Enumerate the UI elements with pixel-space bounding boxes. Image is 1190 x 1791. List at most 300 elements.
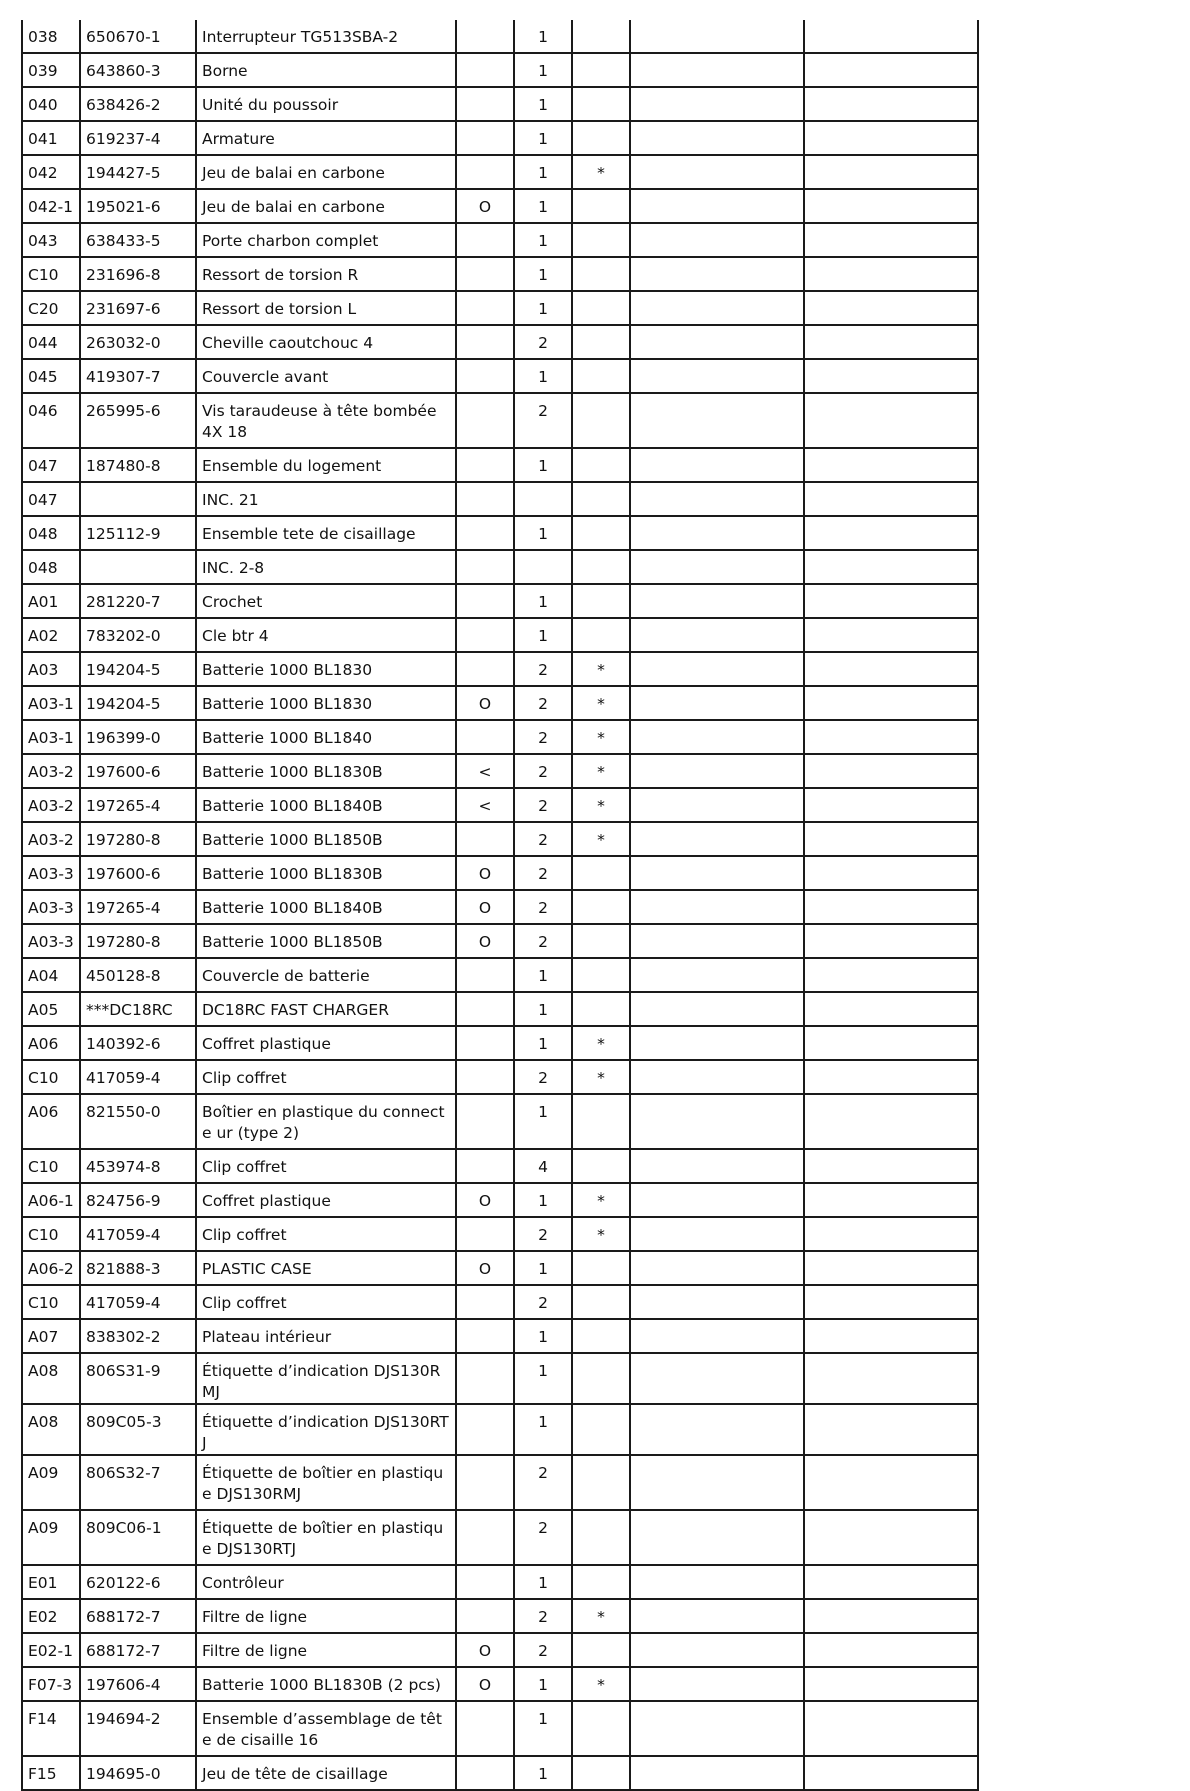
option-cell — [456, 1455, 514, 1510]
part-row — [22, 924, 978, 958]
mark-cell: * — [572, 686, 630, 720]
note-cell — [804, 482, 978, 516]
part-number-cell: 125112-9 — [80, 516, 196, 550]
quantity-cell: 2 — [514, 393, 572, 448]
option-cell — [456, 992, 514, 1026]
note-cell — [630, 1094, 804, 1149]
quantity-cell: 1 — [514, 1404, 572, 1455]
mark-cell: * — [572, 788, 630, 822]
description-cell: Jeu de balai en carbone — [196, 155, 456, 189]
part-number-cell: 620122-6 — [80, 1565, 196, 1599]
mark-cell — [572, 482, 630, 516]
part-row — [22, 1183, 978, 1217]
mark-cell — [572, 1319, 630, 1353]
option-cell: O — [456, 1633, 514, 1667]
quantity-cell: 4 — [514, 1149, 572, 1183]
item-number-cell: F14 — [22, 1701, 80, 1756]
mark-cell — [572, 87, 630, 121]
item-number-cell: E02-1 — [22, 1633, 80, 1667]
quantity-cell: 1 — [514, 87, 572, 121]
mark-cell — [572, 1251, 630, 1285]
note-cell — [630, 1217, 804, 1251]
item-number-cell: A04 — [22, 958, 80, 992]
part-row — [22, 325, 978, 359]
part-row — [22, 189, 978, 223]
part-row — [22, 890, 978, 924]
part-row — [22, 788, 978, 822]
part-row — [22, 550, 978, 584]
note-cell — [630, 1149, 804, 1183]
part-number-cell: 197280-8 — [80, 924, 196, 958]
option-cell — [456, 1060, 514, 1094]
mark-cell: * — [572, 1026, 630, 1060]
part-row — [22, 1026, 978, 1060]
note-cell — [630, 584, 804, 618]
note-cell — [630, 1633, 804, 1667]
description-cell: DC18RC FAST CHARGER — [196, 992, 456, 1026]
note-cell — [630, 1353, 804, 1404]
option-cell — [456, 1404, 514, 1455]
option-cell: < — [456, 788, 514, 822]
note-cell — [630, 393, 804, 448]
part-row — [22, 87, 978, 121]
quantity-cell: 2 — [514, 1455, 572, 1510]
item-number-cell: C10 — [22, 1285, 80, 1319]
option-cell: O — [456, 890, 514, 924]
description-cell: Étiquette de boîtier en plastique DJS130RMJ — [196, 1455, 456, 1510]
item-number-cell: 048 — [22, 516, 80, 550]
note-cell — [630, 1667, 804, 1701]
description-cell: Boîtier en plastique du connecte ur (type 2) — [196, 1094, 456, 1149]
description-cell: Crochet — [196, 584, 456, 618]
note-cell — [804, 257, 978, 291]
note-cell — [630, 1455, 804, 1510]
description-cell: Armature — [196, 121, 456, 155]
note-cell — [630, 1251, 804, 1285]
mark-cell — [572, 1285, 630, 1319]
note-cell — [630, 516, 804, 550]
option-cell — [456, 1285, 514, 1319]
quantity-cell: 1 — [514, 359, 572, 393]
part-number-cell: 450128-8 — [80, 958, 196, 992]
quantity-cell: 2 — [514, 652, 572, 686]
part-number-cell: 197280-8 — [80, 822, 196, 856]
quantity-cell: 1 — [514, 1251, 572, 1285]
quantity-cell: 2 — [514, 754, 572, 788]
part-row — [22, 1217, 978, 1251]
mark-cell — [572, 924, 630, 958]
parts-list-table — [21, 20, 979, 1791]
note-cell — [630, 20, 804, 53]
description-cell: Ensemble du logement — [196, 448, 456, 482]
item-number-cell: A09 — [22, 1510, 80, 1565]
part-number-cell: 194204-5 — [80, 652, 196, 686]
mark-cell: * — [572, 155, 630, 189]
mark-cell — [572, 584, 630, 618]
item-number-cell: E01 — [22, 1565, 80, 1599]
mark-cell: * — [572, 754, 630, 788]
note-cell — [804, 20, 978, 53]
part-number-cell: 281220-7 — [80, 584, 196, 618]
note-cell — [804, 359, 978, 393]
note-cell — [804, 924, 978, 958]
quantity-cell: 2 — [514, 1510, 572, 1565]
item-number-cell: A03-1 — [22, 686, 80, 720]
description-cell: Filtre de ligne — [196, 1633, 456, 1667]
note-cell — [630, 856, 804, 890]
item-number-cell: A03-3 — [22, 890, 80, 924]
note-cell — [804, 686, 978, 720]
item-number-cell: A03-3 — [22, 856, 80, 890]
mark-cell — [572, 121, 630, 155]
option-cell: O — [456, 1251, 514, 1285]
note-cell — [630, 1599, 804, 1633]
mark-cell — [572, 1701, 630, 1756]
part-row — [22, 1319, 978, 1353]
description-cell: Coffret plastique — [196, 1026, 456, 1060]
note-cell — [630, 992, 804, 1026]
quantity-cell: 2 — [514, 788, 572, 822]
note-cell — [630, 223, 804, 257]
mark-cell — [572, 890, 630, 924]
part-number-cell: 263032-0 — [80, 325, 196, 359]
part-number-cell: 194427-5 — [80, 155, 196, 189]
mark-cell — [572, 618, 630, 652]
item-number-cell: 038 — [22, 20, 80, 53]
quantity-cell: 2 — [514, 1217, 572, 1251]
option-cell — [456, 958, 514, 992]
item-number-cell: C20 — [22, 291, 80, 325]
option-cell: < — [456, 754, 514, 788]
note-cell — [630, 924, 804, 958]
item-number-cell: A05 — [22, 992, 80, 1026]
item-number-cell: A06-1 — [22, 1183, 80, 1217]
description-cell: Ensemble d’assemblage de tête de cisaille 16 — [196, 1701, 456, 1756]
description-cell: Ensemble tete de cisaillage — [196, 516, 456, 550]
note-cell — [804, 788, 978, 822]
item-number-cell: A03-2 — [22, 788, 80, 822]
note-cell — [630, 754, 804, 788]
note-cell — [630, 550, 804, 584]
part-number-cell: 197600-6 — [80, 754, 196, 788]
quantity-cell: 2 — [514, 890, 572, 924]
part-number-cell: 453974-8 — [80, 1149, 196, 1183]
part-number-cell: 140392-6 — [80, 1026, 196, 1060]
note-cell — [804, 1455, 978, 1510]
part-number-cell: 231697-6 — [80, 291, 196, 325]
part-number-cell: 806S32-7 — [80, 1455, 196, 1510]
mark-cell — [572, 53, 630, 87]
part-number-cell: 194695-0 — [80, 1756, 196, 1790]
note-cell — [630, 822, 804, 856]
part-row — [22, 516, 978, 550]
description-cell: Filtre de ligne — [196, 1599, 456, 1633]
note-cell — [630, 189, 804, 223]
note-cell — [630, 53, 804, 87]
part-number-cell: 688172-7 — [80, 1599, 196, 1633]
part-number-cell: 619237-4 — [80, 121, 196, 155]
note-cell — [804, 1353, 978, 1404]
description-cell: PLASTIC CASE — [196, 1251, 456, 1285]
quantity-cell: 1 — [514, 1026, 572, 1060]
note-cell — [630, 1756, 804, 1790]
quantity-cell: 2 — [514, 1060, 572, 1094]
part-number-cell: 417059-4 — [80, 1217, 196, 1251]
item-number-cell: A08 — [22, 1353, 80, 1404]
option-cell — [456, 1149, 514, 1183]
note-cell — [804, 121, 978, 155]
part-number-cell: 417059-4 — [80, 1285, 196, 1319]
part-row — [22, 652, 978, 686]
note-cell — [630, 958, 804, 992]
part-row — [22, 754, 978, 788]
option-cell — [456, 121, 514, 155]
description-cell: Couvercle avant — [196, 359, 456, 393]
mark-cell — [572, 1094, 630, 1149]
quantity-cell — [514, 482, 572, 516]
part-number-cell: 638426-2 — [80, 87, 196, 121]
option-cell — [456, 720, 514, 754]
quantity-cell: 1 — [514, 448, 572, 482]
option-cell — [456, 482, 514, 516]
part-row — [22, 1633, 978, 1667]
option-cell — [456, 1026, 514, 1060]
part-number-cell: 419307-7 — [80, 359, 196, 393]
note-cell — [804, 550, 978, 584]
note-cell — [630, 788, 804, 822]
item-number-cell: A03-3 — [22, 924, 80, 958]
parts-table-body — [22, 20, 978, 1790]
mark-cell — [572, 448, 630, 482]
part-number-cell: 197265-4 — [80, 890, 196, 924]
description-cell: Cle btr 4 — [196, 618, 456, 652]
note-cell — [804, 1599, 978, 1633]
quantity-cell: 2 — [514, 325, 572, 359]
note-cell — [804, 822, 978, 856]
item-number-cell: F07-3 — [22, 1667, 80, 1701]
option-cell — [456, 652, 514, 686]
note-cell — [804, 1667, 978, 1701]
note-cell — [630, 1183, 804, 1217]
part-row — [22, 121, 978, 155]
description-cell: Vis taraudeuse à tête bombée 4X 18 — [196, 393, 456, 448]
part-row — [22, 1565, 978, 1599]
item-number-cell: C10 — [22, 1217, 80, 1251]
note-cell — [804, 1183, 978, 1217]
description-cell: INC. 21 — [196, 482, 456, 516]
part-row — [22, 992, 978, 1026]
part-row — [22, 53, 978, 87]
description-cell: Batterie 1000 BL1840B — [196, 788, 456, 822]
quantity-cell: 2 — [514, 1633, 572, 1667]
item-number-cell: A03-2 — [22, 822, 80, 856]
option-cell — [456, 291, 514, 325]
note-cell — [804, 720, 978, 754]
quantity-cell: 1 — [514, 121, 572, 155]
part-number-cell — [80, 550, 196, 584]
quantity-cell: 2 — [514, 1285, 572, 1319]
part-row — [22, 1455, 978, 1510]
item-number-cell: C10 — [22, 1149, 80, 1183]
mark-cell: * — [572, 822, 630, 856]
note-cell — [630, 87, 804, 121]
option-cell — [456, 87, 514, 121]
mark-cell — [572, 20, 630, 53]
item-number-cell: 042 — [22, 155, 80, 189]
quantity-cell: 1 — [514, 189, 572, 223]
quantity-cell: 1 — [514, 958, 572, 992]
item-number-cell: 045 — [22, 359, 80, 393]
part-row — [22, 1285, 978, 1319]
mark-cell — [572, 1510, 630, 1565]
item-number-cell: A03 — [22, 652, 80, 686]
description-cell: Couvercle de batterie — [196, 958, 456, 992]
item-number-cell: 048 — [22, 550, 80, 584]
description-cell: Batterie 1000 BL1850B — [196, 924, 456, 958]
item-number-cell: 043 — [22, 223, 80, 257]
part-number-cell: 838302-2 — [80, 1319, 196, 1353]
note-cell — [804, 890, 978, 924]
note-cell — [630, 1510, 804, 1565]
description-cell: Borne — [196, 53, 456, 87]
note-cell — [804, 1510, 978, 1565]
part-row — [22, 1756, 978, 1790]
item-number-cell: 039 — [22, 53, 80, 87]
option-cell — [456, 550, 514, 584]
mark-cell: * — [572, 652, 630, 686]
option-cell — [456, 359, 514, 393]
note-cell — [630, 325, 804, 359]
part-row — [22, 448, 978, 482]
note-cell — [630, 686, 804, 720]
item-number-cell: 046 — [22, 393, 80, 448]
note-cell — [630, 1285, 804, 1319]
mark-cell — [572, 291, 630, 325]
item-number-cell: A06-2 — [22, 1251, 80, 1285]
part-row — [22, 1701, 978, 1756]
item-number-cell: 047 — [22, 448, 80, 482]
option-cell — [456, 516, 514, 550]
note-cell — [630, 291, 804, 325]
option-cell — [456, 1599, 514, 1633]
note-cell — [804, 652, 978, 686]
quantity-cell: 2 — [514, 1599, 572, 1633]
mark-cell — [572, 1149, 630, 1183]
part-row — [22, 482, 978, 516]
part-number-cell: 688172-7 — [80, 1633, 196, 1667]
note-cell — [630, 1026, 804, 1060]
mark-cell — [572, 393, 630, 448]
part-number-cell: 650670-1 — [80, 20, 196, 53]
mark-cell — [572, 550, 630, 584]
option-cell: O — [456, 924, 514, 958]
mark-cell — [572, 516, 630, 550]
quantity-cell: 1 — [514, 992, 572, 1026]
mark-cell — [572, 189, 630, 223]
mark-cell — [572, 992, 630, 1026]
description-cell: Batterie 1000 BL1830B (2 pcs) — [196, 1667, 456, 1701]
note-cell — [804, 1319, 978, 1353]
option-cell — [456, 822, 514, 856]
option-cell — [456, 1094, 514, 1149]
part-row — [22, 1599, 978, 1633]
note-cell — [804, 1701, 978, 1756]
note-cell — [804, 1251, 978, 1285]
note-cell — [804, 393, 978, 448]
description-cell: Batterie 1000 BL1830B — [196, 856, 456, 890]
quantity-cell: 1 — [514, 20, 572, 53]
option-cell — [456, 1565, 514, 1599]
item-number-cell: C10 — [22, 257, 80, 291]
note-cell — [630, 1404, 804, 1455]
option-cell: O — [456, 189, 514, 223]
item-number-cell: 041 — [22, 121, 80, 155]
note-cell — [630, 652, 804, 686]
description-cell: Jeu de tête de cisaillage — [196, 1756, 456, 1790]
option-cell — [456, 584, 514, 618]
mark-cell: * — [572, 1599, 630, 1633]
part-row — [22, 856, 978, 890]
description-cell: Interrupteur TG513SBA-2 — [196, 20, 456, 53]
item-number-cell: A03-1 — [22, 720, 80, 754]
mark-cell: * — [572, 1667, 630, 1701]
mark-cell — [572, 958, 630, 992]
part-number-cell: 265995-6 — [80, 393, 196, 448]
mark-cell — [572, 223, 630, 257]
note-cell — [804, 516, 978, 550]
note-cell — [804, 1404, 978, 1455]
quantity-cell: 1 — [514, 1094, 572, 1149]
item-number-cell: A02 — [22, 618, 80, 652]
description-cell: Coffret plastique — [196, 1183, 456, 1217]
note-cell — [804, 448, 978, 482]
note-cell — [804, 1060, 978, 1094]
part-number-cell: 783202-0 — [80, 618, 196, 652]
item-number-cell: A01 — [22, 584, 80, 618]
item-number-cell: F15 — [22, 1756, 80, 1790]
part-row — [22, 618, 978, 652]
part-number-cell: 809C05-3 — [80, 1404, 196, 1455]
part-row — [22, 584, 978, 618]
option-cell — [456, 618, 514, 652]
description-cell: Clip coffret — [196, 1285, 456, 1319]
note-cell — [804, 53, 978, 87]
part-row — [22, 1060, 978, 1094]
note-cell — [630, 1319, 804, 1353]
quantity-cell: 1 — [514, 1667, 572, 1701]
item-number-cell: A06 — [22, 1026, 80, 1060]
mark-cell — [572, 1565, 630, 1599]
mark-cell — [572, 1353, 630, 1404]
quantity-cell: 1 — [514, 516, 572, 550]
part-row — [22, 1353, 978, 1404]
description-cell: Batterie 1000 BL1840 — [196, 720, 456, 754]
item-number-cell: A09 — [22, 1455, 80, 1510]
note-cell — [630, 1060, 804, 1094]
note-cell — [804, 291, 978, 325]
description-cell: Étiquette d’indication DJS130RMJ — [196, 1353, 456, 1404]
item-number-cell: 040 — [22, 87, 80, 121]
item-number-cell: A06 — [22, 1094, 80, 1149]
quantity-cell: 2 — [514, 822, 572, 856]
note-cell — [804, 1633, 978, 1667]
note-cell — [804, 958, 978, 992]
item-number-cell: A03-2 — [22, 754, 80, 788]
part-row — [22, 20, 978, 53]
description-cell: Batterie 1000 BL1830 — [196, 686, 456, 720]
note-cell — [804, 325, 978, 359]
item-number-cell: 044 — [22, 325, 80, 359]
